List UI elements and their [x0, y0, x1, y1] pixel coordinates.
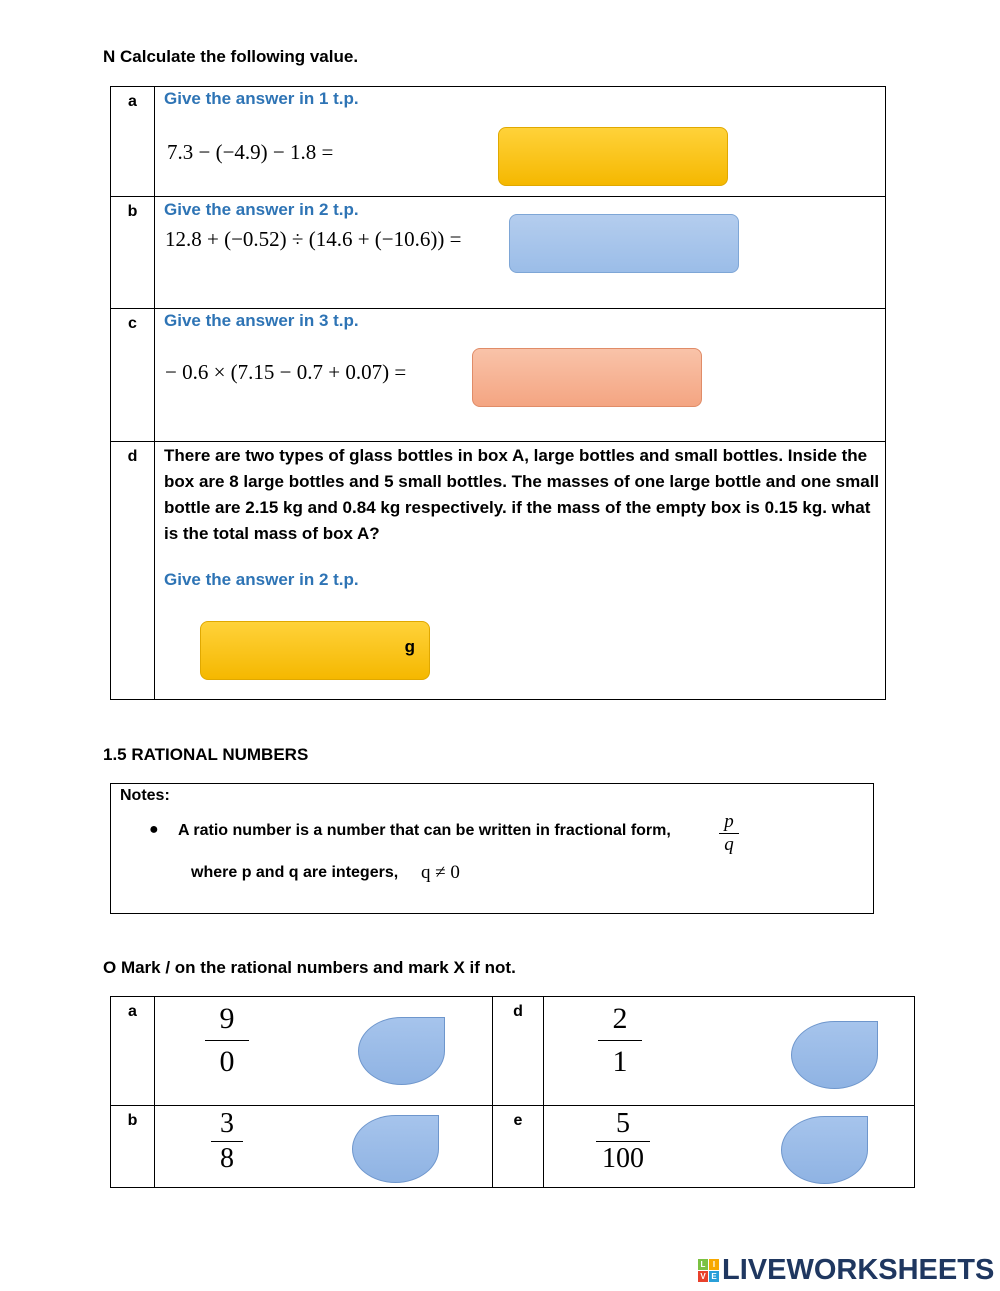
- cell-e-label: [493, 1106, 544, 1188]
- calculation-table: [110, 86, 886, 700]
- instruction-text: Give the answer in 3 t.p.: [164, 311, 359, 330]
- section-rational-title: 1.5 RATIONAL NUMBERS: [103, 745, 309, 764]
- row-c-label-cell: [111, 309, 155, 442]
- numerator: 9: [219, 1002, 235, 1035]
- answer-box-a[interactable]: [498, 127, 728, 186]
- fraction-bar: [596, 1141, 650, 1142]
- denominator: 0: [219, 1045, 235, 1078]
- denominator: 1: [612, 1045, 628, 1078]
- fraction-p-over-q: [719, 812, 739, 855]
- row-a-content-cell: [155, 87, 886, 197]
- fraction-denominator: q: [724, 834, 734, 855]
- condition-math: q ≠ 0: [421, 862, 460, 883]
- cell-a-label: [111, 997, 155, 1106]
- instruction-text: Give the answer in 1 t.p.: [164, 89, 359, 108]
- logo-letter-v: V: [698, 1271, 708, 1282]
- liveworksheets-logo: LIVEWORKSHEETS: [722, 1254, 995, 1286]
- rational-table: [110, 996, 915, 1188]
- mark-drop-b[interactable]: [352, 1115, 439, 1183]
- bullet-icon: ●: [149, 821, 159, 838]
- fraction-bar: [211, 1141, 243, 1142]
- answer-box-b[interactable]: [509, 214, 739, 273]
- math-expression: 7.3 − (−4.9) − 1.8 =: [167, 140, 334, 164]
- logo-letter-l: L: [698, 1259, 708, 1270]
- numerator: 5: [616, 1108, 630, 1139]
- section-n-title: N Calculate the following value.: [103, 47, 359, 66]
- denominator: 100: [602, 1143, 644, 1174]
- instruction-text: Give the answer in 2 t.p.: [164, 200, 359, 219]
- unit-label: g: [404, 637, 415, 656]
- answer-box-c[interactable]: [472, 348, 702, 407]
- notes-box: [110, 783, 874, 914]
- row-label: c: [128, 315, 137, 332]
- cell-a-content: [155, 997, 493, 1106]
- instruction-text: Give the answer in 2 t.p.: [164, 570, 359, 589]
- definition-text: A ratio number is a number that can be written in fractional form,: [178, 822, 671, 839]
- row-d-label-cell: [111, 442, 155, 700]
- cell-label: b: [127, 1112, 138, 1129]
- row-a-label-cell: [111, 87, 155, 197]
- row-label: a: [128, 93, 137, 110]
- mark-drop-e[interactable]: [781, 1116, 868, 1184]
- numerator: 3: [220, 1108, 234, 1139]
- mark-drop-d[interactable]: [791, 1021, 878, 1089]
- row-label: d: [127, 448, 138, 465]
- math-expression: 12.8 + (−0.52) ÷ (14.6 + (−10.6)) =: [165, 227, 462, 251]
- section-o-title: O Mark / on the rational numbers and mark X if not.: [103, 958, 516, 977]
- liveworksheets-logo-icon: [698, 1259, 720, 1283]
- fraction-numerator: p: [724, 811, 734, 832]
- row-label: b: [127, 203, 138, 220]
- row-c-content-cell: [155, 309, 886, 442]
- cell-b-label: [111, 1106, 155, 1188]
- condition-text: where p and q are integers,: [191, 864, 399, 881]
- fraction-5-over-100: [596, 1108, 650, 1175]
- notes-label: Notes:: [120, 787, 170, 804]
- fraction-9-over-0: [205, 1001, 249, 1080]
- logo-letter-e: E: [709, 1271, 719, 1282]
- fraction-3-over-8: [205, 1108, 249, 1175]
- fraction-bar: [205, 1040, 249, 1041]
- row-b-label-cell: [111, 197, 155, 309]
- cell-label: d: [513, 1003, 523, 1020]
- answer-box-d[interactable]: [200, 621, 430, 680]
- logo-letter-i: I: [709, 1259, 719, 1270]
- denominator: 8: [220, 1143, 234, 1174]
- word-problem-text: There are two types of glass bottles in box A, large bottles and small bottles. Inside the box are 8 large bottles and 5 small bottles. The masses of one large bottle and one small bottle are 2.15 kg and 0.84 kg respectively. if the mass of the empty box is 0.15 kg. what is the total mass of box A?: [164, 446, 880, 543]
- row-b-content-cell: [155, 197, 886, 309]
- cell-label: e: [513, 1112, 523, 1129]
- numerator: 2: [612, 1002, 628, 1035]
- cell-e-content: [544, 1106, 915, 1188]
- row-d-content-cell: [155, 442, 886, 700]
- cell-d-content: [544, 997, 915, 1106]
- cell-d-label: [493, 997, 544, 1106]
- mark-drop-a[interactable]: [358, 1017, 445, 1085]
- cell-label: a: [128, 1003, 137, 1020]
- fraction-bar: [598, 1040, 642, 1041]
- cell-b-content: [155, 1106, 493, 1188]
- math-expression: − 0.6 × (7.15 − 0.7 + 0.07) =: [165, 360, 407, 384]
- fraction-2-over-1: [598, 1001, 642, 1080]
